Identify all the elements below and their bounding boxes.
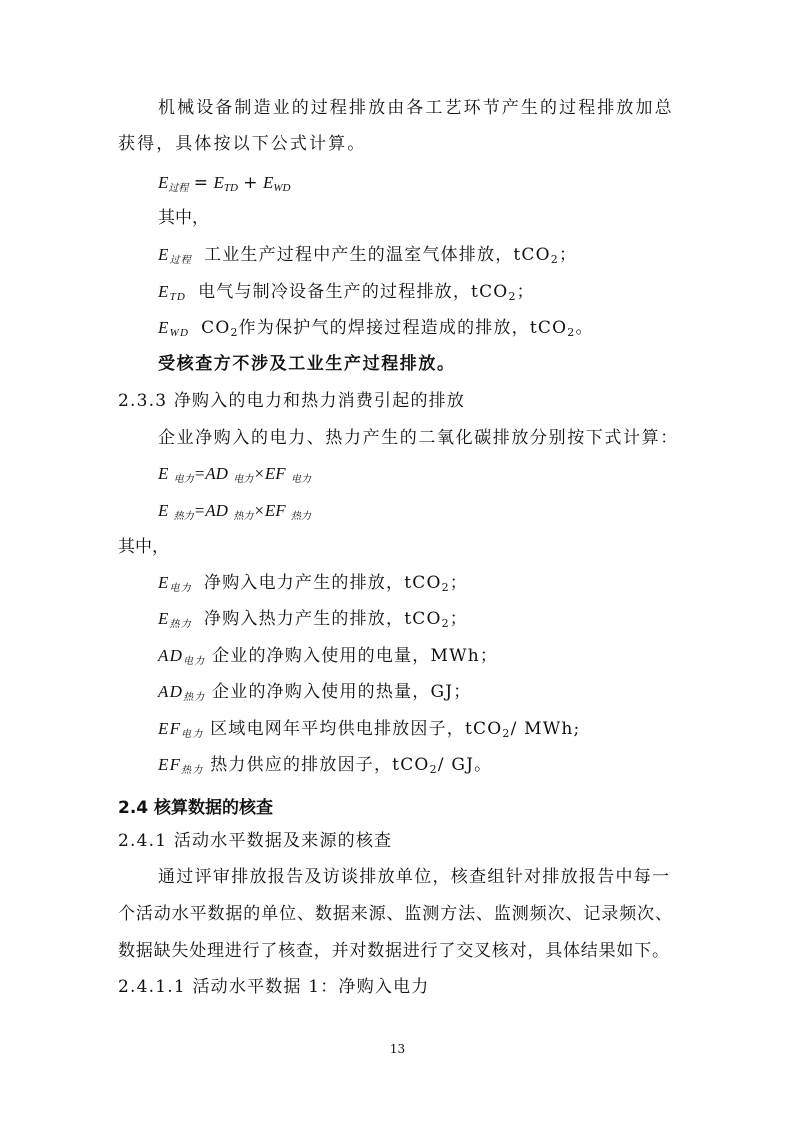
section-heading-2-3-3: 2.3.3 净购入的电力和热力消费引起的排放 [118, 391, 466, 411]
formula-process-emission: E过程 = ETD + EWD [158, 173, 291, 194]
section-heading-2-4-1: 2.4.1 活动水平数据及来源的核查 [118, 831, 393, 851]
formula-heat: E 热力=AD 热力×EF 热力 [158, 501, 311, 522]
definition-etd: ETD 电气与制冷设备生产的过程排放，tCO2； [158, 282, 535, 303]
paragraph-line: 数据缺失处理进行了核查，并对数据进行了交叉核对，具体结果如下。 [118, 941, 670, 961]
paragraph-line: 机械设备制造业的过程排放由各工艺环节产生的过程排放加总 [158, 98, 674, 118]
section-heading-2-4: 2.4 核算数据的核查 [118, 798, 274, 818]
paragraph-line: 企业净购入的电力、热力产生的二氧化碳排放分别按下式计算： [158, 428, 679, 448]
definition-e-process: E过程 工业生产过程中产生的温室气体排放，tCO2； [158, 245, 578, 266]
definition-ad-heat: AD热力 企业的净购入使用的热量，GJ； [158, 682, 472, 703]
definition-ef-heat: EF热力 热力供应的排放因子，tCO2/ GJ。 [158, 755, 493, 776]
definition-e-electricity: E电力 净购入电力产生的排放，tCO2； [158, 573, 468, 594]
bold-note: 受核查方不涉及工业生产过程排放。 [158, 354, 456, 374]
definition-e-heat: E热力 净购入热力产生的排放，tCO2； [158, 609, 468, 630]
definition-ad-electricity: AD电力 企业的净购入使用的电量，MWh； [158, 646, 499, 667]
page-number: 13 [389, 1042, 406, 1056]
paragraph-line: 获得，具体按以下公式计算。 [118, 134, 367, 154]
paragraph-line: 通过评审排放报告及访谈排放单位，核查组针对排放报告中每一 [158, 867, 671, 887]
definition-ewd: EWD CO2作为保护气的焊接过程造成的排放，tCO2。 [158, 318, 594, 339]
paragraph-line: 个活动水平数据的单位、数据来源、监测方法、监测频次、记录频次、 [118, 904, 673, 924]
definition-ef-electricity: EF电力 区域电网年平均供电排放因子，tCO2/ MWh; [158, 719, 581, 740]
qizhong-label: 其中， [118, 537, 169, 557]
section-heading-2-4-1-1: 2.4.1.1 活动水平数据 1：净购入电力 [118, 977, 430, 997]
qizhong-label: 其中， [158, 208, 209, 228]
formula-electricity: E 电力=AD 电力×EF 电力 [158, 464, 311, 485]
